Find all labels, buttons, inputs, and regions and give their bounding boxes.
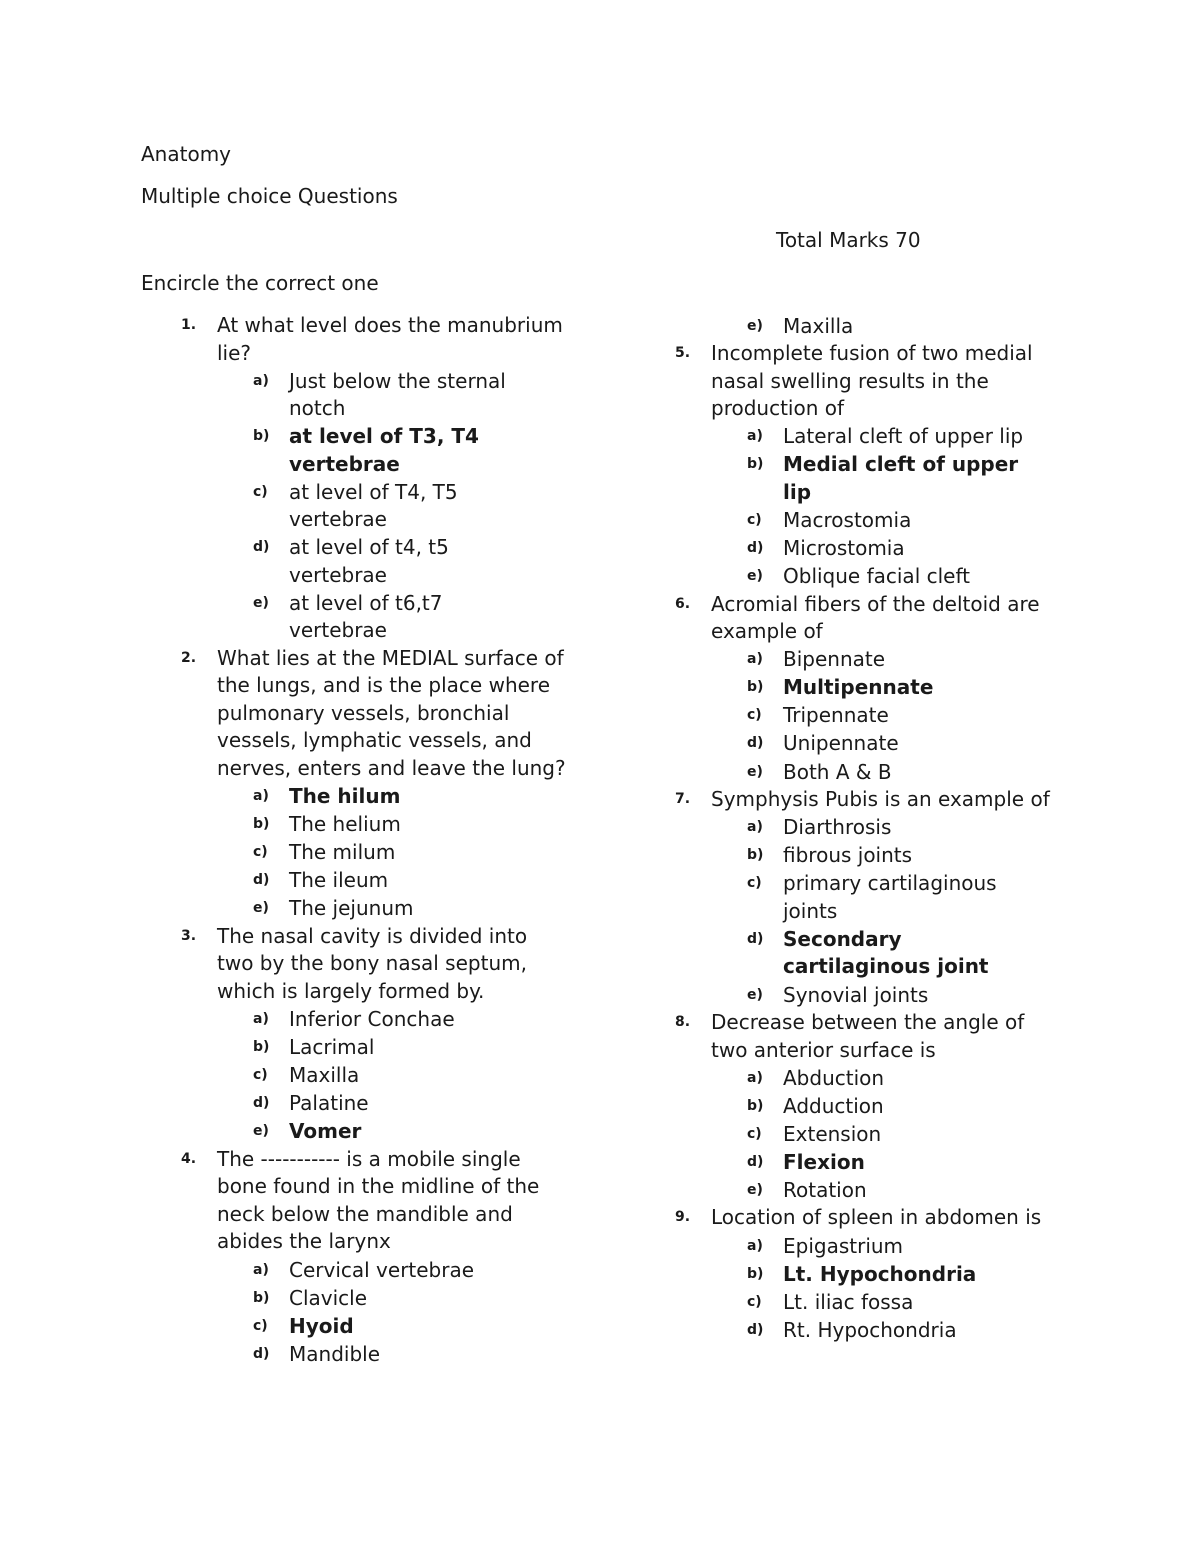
- option-text: Both A & B: [783, 759, 892, 784]
- option-label: e): [747, 986, 763, 1003]
- document-type: Multiple choice Questions: [141, 184, 398, 208]
- option-label: b): [747, 1265, 764, 1282]
- option-text: Mandible: [289, 1341, 380, 1366]
- option-label: c): [747, 707, 762, 724]
- answer-option[interactable]: [253, 839, 581, 867]
- option-text: Lt. Hypochondria: [783, 1261, 977, 1286]
- option-label: b): [747, 1097, 764, 1114]
- question-number: 9.: [675, 1209, 691, 1226]
- option-label: c): [253, 1317, 268, 1334]
- question: [675, 1009, 1075, 1064]
- question-number: 7.: [675, 791, 691, 808]
- question-number: 4.: [181, 1150, 197, 1167]
- option-text: Hyoid: [289, 1313, 354, 1338]
- option-text: Palatine: [289, 1091, 369, 1116]
- question-number: 6.: [675, 595, 691, 612]
- question: [181, 923, 581, 1006]
- answer-option[interactable]: [747, 842, 1075, 870]
- instruction: Encircle the correct one: [141, 271, 379, 295]
- answer-option[interactable]: [747, 1177, 1075, 1205]
- question-block: [181, 312, 581, 645]
- question-text: Acromial fibers of the deltoid are example of: [711, 591, 1040, 644]
- option-label: a): [747, 651, 763, 668]
- question: [675, 786, 1075, 814]
- question-text: The ----------- is a mobile single bone found in the midline of the neck below the mandible and abides the larynx: [217, 1146, 540, 1254]
- question-block: [675, 591, 1075, 786]
- option-label: d): [747, 735, 764, 752]
- option-text: Secondary cartilaginous joint: [783, 926, 989, 979]
- question-block: [675, 1204, 1075, 1344]
- option-text: Multipennate: [783, 675, 934, 700]
- answer-option[interactable]: [747, 982, 1075, 1010]
- question-text: Symphysis Pubis is an example of: [711, 787, 1050, 812]
- option-text: Maxilla: [783, 313, 854, 338]
- option-text: The helium: [289, 812, 401, 837]
- option-label: d): [747, 539, 764, 556]
- option-text: The jejunum: [289, 896, 414, 921]
- answer-option[interactable]: [747, 507, 1075, 535]
- answer-option[interactable]: [253, 423, 581, 478]
- option-text: Unipennate: [783, 731, 899, 756]
- option-label: a): [747, 1237, 763, 1254]
- answer-option[interactable]: [253, 867, 581, 895]
- right-question-column: [675, 312, 1075, 1344]
- option-text: Rotation: [783, 1177, 867, 1202]
- option-label: c): [253, 844, 268, 861]
- option-label: a): [747, 1069, 763, 1086]
- answer-option[interactable]: [747, 674, 1075, 702]
- question-text: Location of spleen in abdomen is: [711, 1205, 1042, 1230]
- option-text: Lacrimal: [289, 1035, 375, 1060]
- answer-option[interactable]: [747, 313, 1075, 341]
- option-label: b): [253, 816, 270, 833]
- option-text: Rt. Hypochondria: [783, 1317, 957, 1342]
- option-label: c): [253, 483, 268, 500]
- answer-option[interactable]: [747, 926, 1075, 981]
- question-number: 5.: [675, 345, 691, 362]
- option-label: e): [747, 1181, 763, 1198]
- option-text: The milum: [289, 840, 396, 865]
- option-text: Medial cleft of upper lip: [783, 452, 1019, 504]
- answer-option[interactable]: [747, 451, 1075, 506]
- document-subject: Anatomy: [141, 142, 232, 166]
- answer-option[interactable]: [253, 590, 581, 645]
- option-text: Synovial joints: [783, 982, 929, 1007]
- question-number: 1.: [181, 317, 197, 333]
- option-label: e): [747, 568, 763, 585]
- answer-option[interactable]: [253, 1090, 581, 1118]
- answer-option[interactable]: [747, 814, 1075, 842]
- option-label: d): [747, 1153, 764, 1170]
- answer-option[interactable]: [747, 759, 1075, 787]
- option-label: d): [747, 930, 764, 947]
- answer-option[interactable]: [747, 423, 1075, 451]
- answer-option[interactable]: [747, 870, 1075, 925]
- option-text: Epigastrium: [783, 1233, 904, 1258]
- option-text: Inferior Conchae: [289, 1007, 455, 1032]
- question-text: At what level does the manubrium lie?: [217, 313, 563, 365]
- option-text: Maxilla: [289, 1063, 360, 1088]
- option-text: The hilum: [289, 784, 401, 809]
- answer-option[interactable]: [747, 1065, 1075, 1093]
- answer-option[interactable]: [253, 783, 581, 811]
- answer-option[interactable]: [253, 1062, 581, 1090]
- option-label: a): [253, 1011, 269, 1028]
- option-label: a): [253, 372, 269, 389]
- option-label: c): [253, 1067, 268, 1084]
- option-text: Oblique facial cleft: [783, 564, 970, 589]
- option-label: b): [747, 456, 764, 473]
- option-label: b): [253, 428, 270, 445]
- question-block: [675, 786, 1075, 1009]
- question: [675, 340, 1075, 423]
- option-text: Lateral cleft of upper lip: [783, 424, 1024, 449]
- question-block: [181, 1146, 581, 1368]
- option-label: c): [747, 1125, 762, 1142]
- option-label: a): [253, 1261, 269, 1278]
- option-text: at level of t6,t7 vertebrae: [289, 590, 443, 643]
- option-label: d): [253, 872, 270, 889]
- answer-option[interactable]: [253, 811, 581, 839]
- question-text: Incomplete fusion of two medial nasal swelling results in the production of: [711, 341, 1033, 421]
- option-text: The ileum: [289, 868, 389, 893]
- answer-option[interactable]: [253, 1341, 581, 1369]
- option-label: b): [253, 1039, 270, 1056]
- option-label: e): [747, 763, 763, 780]
- answer-option[interactable]: [747, 702, 1075, 730]
- question-number: 2.: [181, 649, 197, 666]
- answer-option[interactable]: [747, 1317, 1075, 1345]
- option-text: Tripennate: [783, 703, 889, 728]
- option-text: fibrous joints: [783, 843, 913, 868]
- option-text: Diarthrosis: [783, 815, 892, 840]
- option-text: Lt. iliac fossa: [783, 1289, 914, 1314]
- answer-option[interactable]: [253, 1285, 581, 1313]
- question-text: What lies at the MEDIAL surface of the lungs, and is the place where pulmonary vessels, bronchial vessels, lymphatic vessels, and nerves, enters and leave the lung?: [217, 645, 566, 780]
- answer-option[interactable]: [747, 563, 1075, 591]
- answer-option[interactable]: [253, 1006, 581, 1034]
- option-text: Clavicle: [289, 1285, 368, 1310]
- answer-option[interactable]: [253, 1313, 581, 1341]
- option-label: a): [253, 788, 269, 805]
- left-question-column: [181, 312, 581, 1368]
- total-marks: Total Marks 70: [776, 228, 921, 252]
- question-block: [181, 923, 581, 1146]
- answer-option[interactable]: [253, 1034, 581, 1062]
- option-text: Just below the sternal notch: [289, 368, 506, 421]
- answer-option[interactable]: [747, 730, 1075, 758]
- question: [675, 1204, 1075, 1232]
- option-text: at level of T3, T4 vertebrae: [289, 424, 479, 476]
- option-label: a): [747, 819, 763, 836]
- option-label: e): [253, 1123, 269, 1140]
- question-number: 8.: [675, 1014, 691, 1030]
- question-text: Decrease between the angle of two anterior surface is: [711, 1010, 1025, 1062]
- answer-option[interactable]: [253, 1118, 581, 1146]
- option-label: b): [253, 1289, 270, 1306]
- option-label: c): [747, 875, 762, 892]
- question-block: [675, 1009, 1075, 1204]
- option-text: Flexion: [783, 1149, 865, 1174]
- option-label: b): [747, 679, 764, 696]
- answer-option[interactable]: [253, 368, 581, 423]
- question-block: [675, 340, 1075, 590]
- option-label: d): [253, 1095, 270, 1112]
- option-label: c): [747, 511, 762, 528]
- option-label: d): [747, 1321, 764, 1338]
- option-label: d): [253, 1345, 270, 1362]
- option-text: Cervical vertebrae: [289, 1257, 475, 1282]
- option-text: Microstomia: [783, 535, 905, 560]
- answer-option[interactable]: [253, 479, 581, 534]
- answer-option[interactable]: [747, 535, 1075, 563]
- answer-option[interactable]: [747, 1093, 1075, 1121]
- question: [181, 1146, 581, 1256]
- option-label: a): [747, 428, 763, 445]
- option-label: c): [747, 1293, 762, 1310]
- answer-option[interactable]: [747, 1289, 1075, 1317]
- option-text: Macrostomia: [783, 507, 912, 532]
- option-label: e): [253, 594, 269, 611]
- answer-option[interactable]: [253, 534, 581, 589]
- option-text: at level of T4, T5 vertebrae: [289, 479, 458, 532]
- option-text: at level of t4, t5 vertebrae: [289, 535, 449, 587]
- question-text: The nasal cavity is divided into two by the bony nasal septum, which is largely formed by.: [217, 923, 528, 1003]
- option-text: Adduction: [783, 1093, 884, 1118]
- question-number: 3.: [181, 927, 197, 944]
- answer-option[interactable]: [747, 1121, 1075, 1149]
- option-label: d): [253, 539, 270, 556]
- option-label: e): [747, 317, 763, 334]
- question: [675, 591, 1075, 646]
- option-label: b): [747, 847, 764, 864]
- answer-option[interactable]: [747, 1233, 1075, 1261]
- answer-option[interactable]: [747, 1261, 1075, 1289]
- option-label: e): [253, 900, 269, 917]
- question: [181, 312, 581, 367]
- option-text: Vomer: [289, 1119, 362, 1144]
- answer-option[interactable]: [253, 895, 581, 923]
- answer-option[interactable]: [253, 1257, 581, 1285]
- option-text: Bipennate: [783, 647, 886, 672]
- answer-option[interactable]: [747, 646, 1075, 674]
- option-text: Extension: [783, 1121, 882, 1146]
- question-block: [181, 645, 581, 923]
- option-text: Abduction: [783, 1065, 885, 1090]
- option-text: primary cartilaginous joints: [783, 871, 997, 923]
- question: [181, 645, 581, 783]
- answer-option[interactable]: [747, 1149, 1075, 1177]
